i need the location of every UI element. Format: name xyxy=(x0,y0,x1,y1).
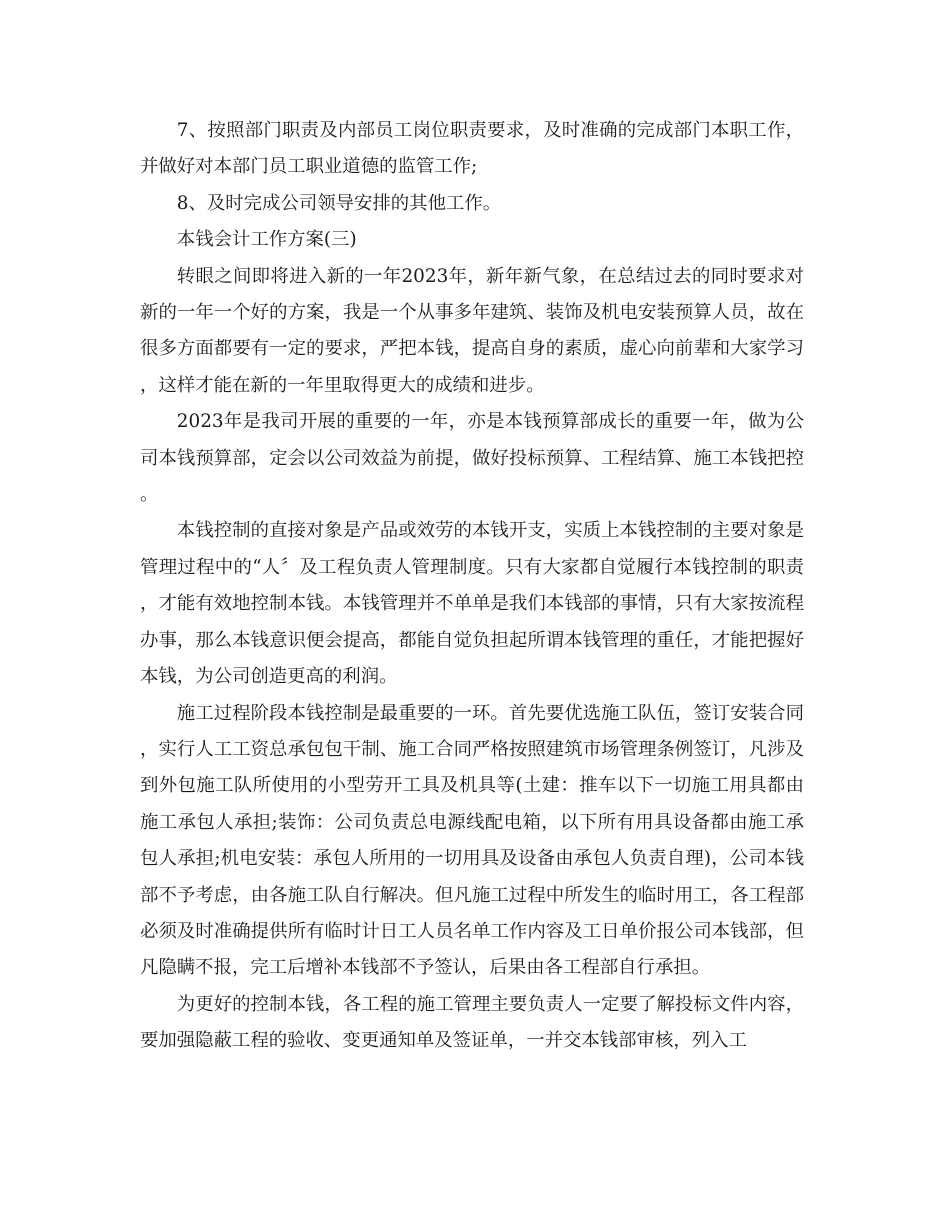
section-heading: 本钱会计工作方案(三) xyxy=(176,229,357,251)
paragraph-construction-stage: 施工过程阶段本钱控制是最重要的一环。首先要优选施工队伍，签订安装合同，实行人工工资总承包包干制、施工合同严格按照建筑市场管理条例签订，凡涉及到外包施工队所使用的小型劳开工具及机具等(土建：推车以下一切施工用具都由施工承包人承担;装饰：公司负责总电源线配电箱，以下所有用具设备都由施工承包人承担;机电安装：承包人所用的一切用具及设备由承包人负责自理)，公司本钱部不予考虑，由各施工队自行解决。但凡施工过程中所发生的临时用工，各工程部必须及时准确提供所有临时计日工人员名单工作内容及工日单价报公司本钱部，但凡隐瞒不报，完工后增补本钱部不予签认，后果由各工程部自行承担。 xyxy=(140,702,804,979)
paragraph-item-7: 7、按照部门职责及内部员工岗位职责要求，及时准确的完成部门本职工作，并做好对本部门员工职业道德的监管工作; xyxy=(140,120,804,178)
document-body xyxy=(140,113,804,1060)
paragraph-item-8: 8、及时完成公司领导安排的其他工作。 xyxy=(176,192,502,214)
paragraph-intro: 转眼之间即将进入新的一年2023年，新年新气象，在总结过去的同时要求对新的一年一个好的方案，我是一个从事多年建筑、装饰及机电安装预算人员，故在很多方面都要有一定的要求，严把本钱，提高自身的素质，虚心向前辈和大家学习，这样才能在新的一年里取得更大的成绩和进步。 xyxy=(140,265,804,396)
paragraph-2023: 2023年是我司开展的重要的一年，亦是本钱预算部成长的重要一年，做为公司本钱预算部，定会以公司效益为前提，做好投标预算、工程结算、施工本钱把控。 xyxy=(140,411,804,506)
paragraph-cost-control: 本钱控制的直接对象是产品或效劳的本钱开支，实质上本钱控制的主要对象是管理过程中的“人〞及工程负责人管理制度。只有大家都自觉履行本钱控制的职责，才能有效地控制本钱。本钱管理并不单单是我们本钱部的事情，只有大家按流程办事，那么本钱意识便会提高，都能自觉负担起所谓本钱管理的重任，才能把握好本钱，为公司创造更高的利润。 xyxy=(140,520,804,688)
paragraph-better-control: 为更好的控制本钱，各工程的施工管理主要负责人一定要了解投标文件内容，要加强隐蔽工程的验收、变更通知单及签证单，一并交本钱部审核，列入工 xyxy=(140,993,804,1052)
